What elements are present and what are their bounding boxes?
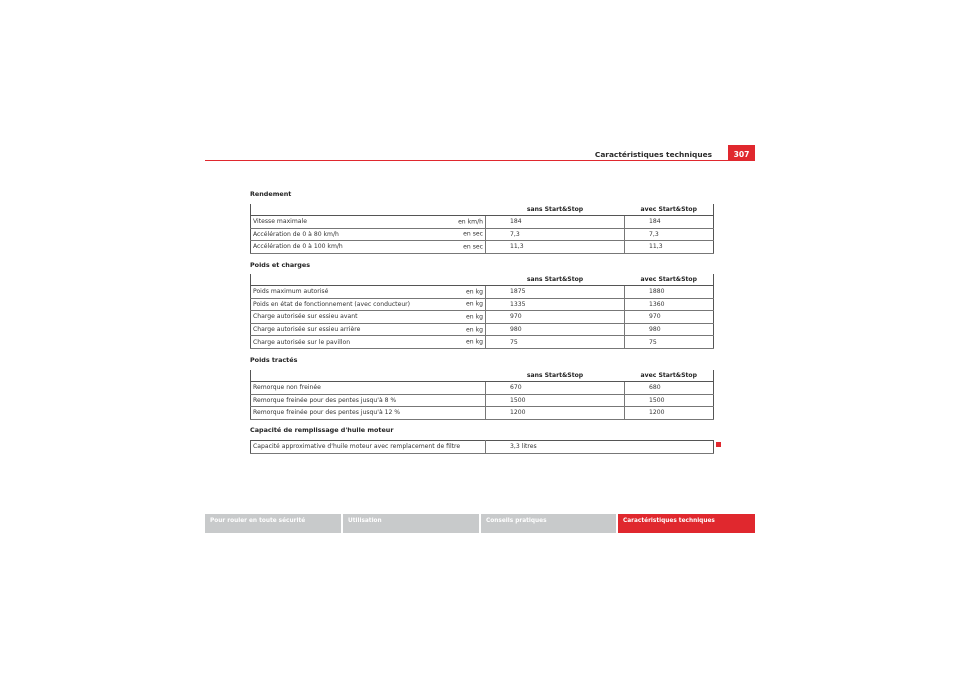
value-avec: 970 bbox=[625, 311, 714, 324]
row-label-cell bbox=[251, 311, 486, 324]
header-empty bbox=[251, 370, 486, 382]
value-capacite: 3,3 litres bbox=[486, 441, 714, 454]
table-poids-charges bbox=[250, 274, 714, 349]
table-rendement bbox=[250, 204, 714, 254]
row-label: Remorque non freinée bbox=[253, 384, 321, 392]
row-label: Accélération de 0 à 80 km/h bbox=[253, 230, 339, 238]
table-row bbox=[251, 441, 714, 454]
row-label: Charge autorisée sur essieu avant bbox=[253, 313, 358, 321]
column-header-sans: sans Start&Stop bbox=[486, 370, 625, 382]
header-empty bbox=[251, 204, 486, 216]
table-row bbox=[251, 298, 714, 311]
row-label-cell bbox=[251, 298, 486, 311]
value-avec: 1880 bbox=[625, 286, 714, 299]
section-title-rendement: Rendement bbox=[250, 190, 292, 198]
section-title-poids-charges: Poids et charges bbox=[250, 261, 310, 269]
value-avec: 1500 bbox=[625, 394, 714, 407]
table-poids-tractes bbox=[250, 370, 714, 420]
row-label: Charge autorisée sur essieu arrière bbox=[253, 326, 361, 334]
page-number: 307 bbox=[728, 145, 755, 161]
row-label-cell bbox=[251, 382, 486, 395]
table-row bbox=[251, 286, 714, 299]
value-avec: 1200 bbox=[625, 407, 714, 420]
row-label-cell bbox=[251, 228, 486, 241]
footer-tab-conseils[interactable]: Conseils pratiques bbox=[481, 514, 616, 533]
section-title-poids-tractes: Poids tractés bbox=[250, 356, 298, 364]
row-label-cell bbox=[251, 323, 486, 336]
table-row bbox=[251, 407, 714, 420]
column-header-sans: sans Start&Stop bbox=[486, 204, 625, 216]
row-unit: en sec bbox=[463, 230, 483, 238]
row-label-cell bbox=[251, 407, 486, 420]
value-sans: 75 bbox=[486, 336, 625, 349]
row-unit: en kg bbox=[466, 313, 483, 321]
column-header-avec: avec Start&Stop bbox=[625, 274, 714, 286]
table-row bbox=[251, 394, 714, 407]
value-sans: 670 bbox=[486, 382, 625, 395]
value-avec: 7,3 bbox=[625, 228, 714, 241]
table-row bbox=[251, 228, 714, 241]
row-unit: en sec bbox=[463, 243, 483, 251]
value-sans: 7,3 bbox=[486, 228, 625, 241]
header-rule bbox=[205, 160, 755, 161]
value-avec: 1360 bbox=[625, 298, 714, 311]
value-sans: 1875 bbox=[486, 286, 625, 299]
table-row bbox=[251, 311, 714, 324]
row-label-cell bbox=[251, 286, 486, 299]
row-label: Remorque freinée pour des pentes jusqu'à 8 % bbox=[253, 396, 397, 404]
value-avec: 980 bbox=[625, 323, 714, 336]
row-label: Vitesse maximale bbox=[253, 218, 307, 226]
row-unit: en km/h bbox=[458, 218, 483, 226]
column-header-avec: avec Start&Stop bbox=[625, 370, 714, 382]
row-unit: en kg bbox=[466, 300, 483, 308]
row-label-cell bbox=[251, 241, 486, 254]
value-sans: 1200 bbox=[486, 407, 625, 420]
value-sans: 1335 bbox=[486, 298, 625, 311]
row-label: Charge autorisée sur le pavillon bbox=[253, 338, 351, 346]
row-label-cell bbox=[251, 216, 486, 229]
row-label: Remorque freinée pour des pentes jusqu'à 12 % bbox=[253, 409, 401, 417]
footer-tab-securite[interactable]: Pour rouler en toute sécurité bbox=[205, 514, 341, 533]
section-title-capacite-huile: Capacité de remplissage d'huile moteur bbox=[250, 426, 394, 434]
row-label-cell bbox=[251, 336, 486, 349]
end-marker-icon bbox=[716, 442, 721, 447]
table-row bbox=[251, 336, 714, 349]
column-header-sans: sans Start&Stop bbox=[486, 274, 625, 286]
table-capacite-huile bbox=[250, 440, 714, 454]
value-avec: 75 bbox=[625, 336, 714, 349]
footer-tab-utilisation[interactable]: Utilisation bbox=[343, 514, 479, 533]
row-label: Poids maximum autorisé bbox=[253, 288, 329, 296]
value-avec: 680 bbox=[625, 382, 714, 395]
value-sans: 184 bbox=[486, 216, 625, 229]
table-row bbox=[251, 216, 714, 229]
column-header-avec: avec Start&Stop bbox=[625, 204, 714, 216]
table-row bbox=[251, 323, 714, 336]
row-unit: en kg bbox=[466, 326, 483, 334]
value-avec: 11,3 bbox=[625, 241, 714, 254]
header-title: Caractéristiques techniques bbox=[594, 150, 712, 159]
value-sans: 970 bbox=[486, 311, 625, 324]
row-label: Poids en état de fonctionnement (avec conducteur) bbox=[253, 300, 411, 308]
row-label: Capacité approximative d'huile moteur avec remplacement de filtre bbox=[253, 443, 461, 451]
footer-tab-caracteristiques[interactable]: Caractéristiques techniques bbox=[618, 514, 755, 533]
value-sans: 1500 bbox=[486, 394, 625, 407]
header-empty bbox=[251, 274, 486, 286]
row-label-cell bbox=[251, 394, 486, 407]
value-avec: 184 bbox=[625, 216, 714, 229]
value-sans: 980 bbox=[486, 323, 625, 336]
table-row bbox=[251, 241, 714, 254]
row-label: Accélération de 0 à 100 km/h bbox=[253, 243, 343, 251]
row-unit: en kg bbox=[466, 288, 483, 296]
row-unit: en kg bbox=[466, 338, 483, 346]
table-row bbox=[251, 382, 714, 395]
value-sans: 11,3 bbox=[486, 241, 625, 254]
row-label-cell bbox=[251, 441, 486, 454]
